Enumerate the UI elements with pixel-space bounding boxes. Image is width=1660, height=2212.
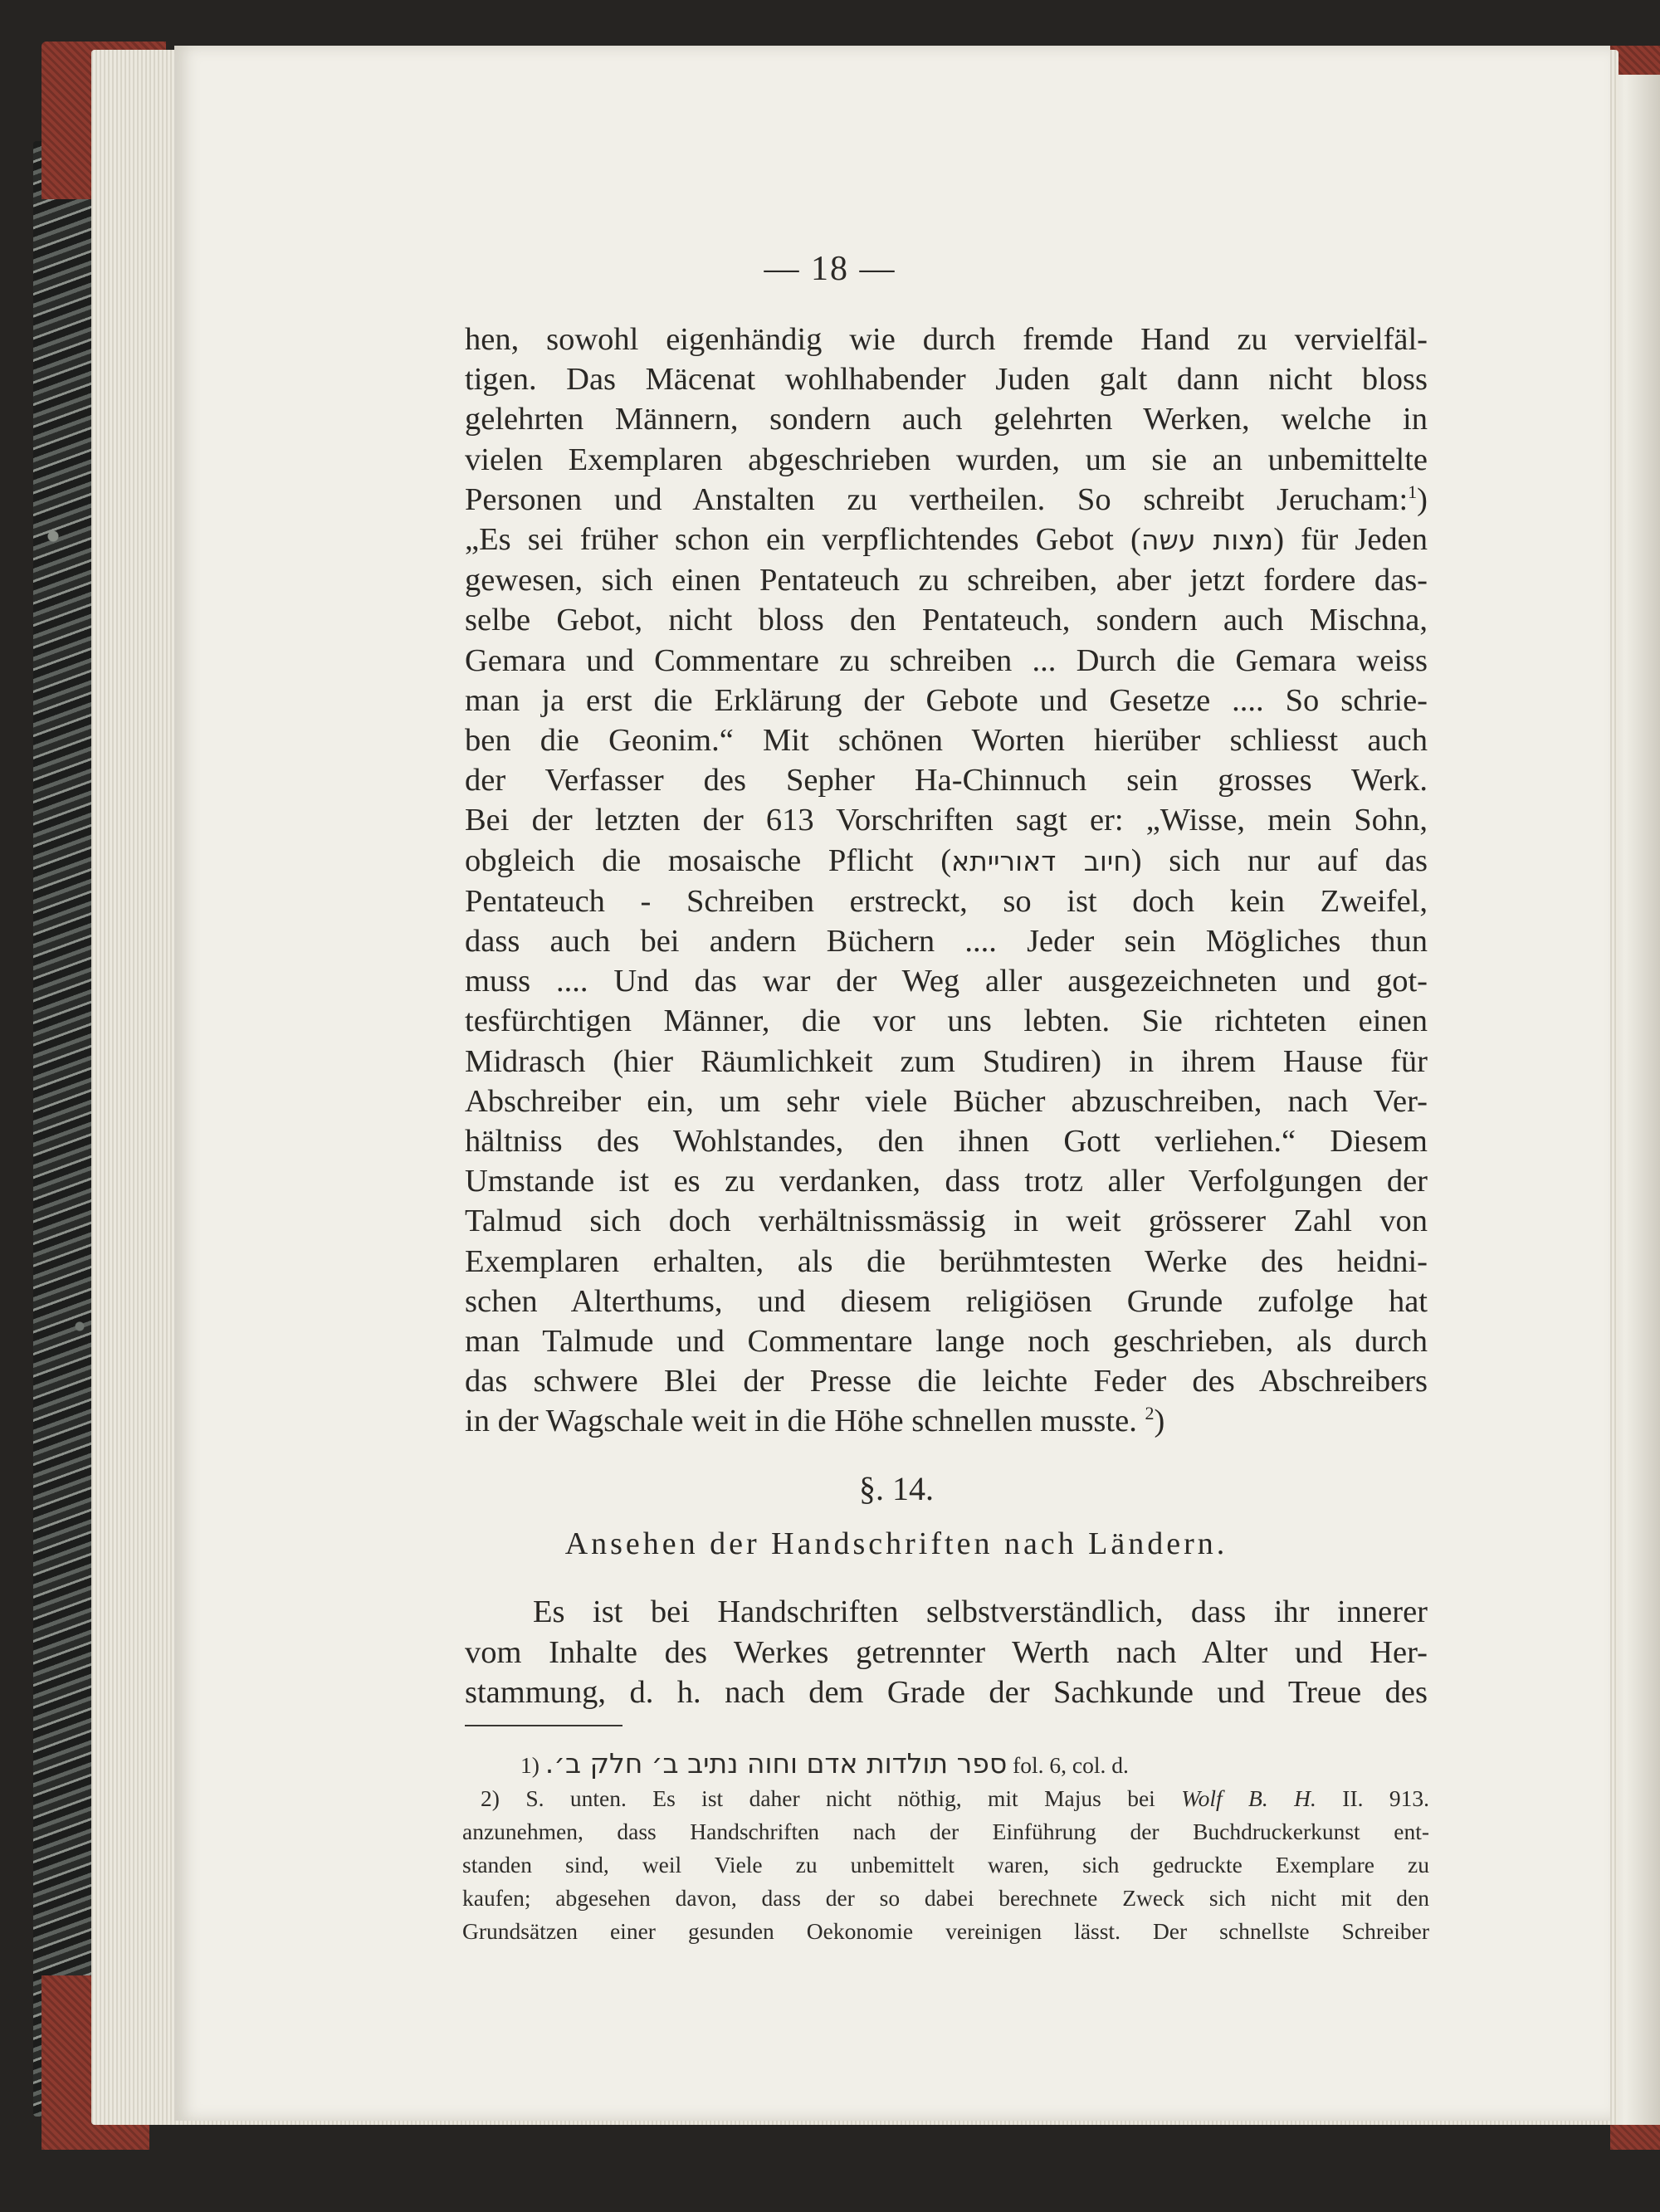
- text-line: Midrasch (hier Räumlichkeit zum Studiren) in ihrem Hause für: [465, 1043, 1428, 1079]
- text-line: schen Alterthums, und diesem religiösen Grunde zufolge hat: [465, 1283, 1428, 1319]
- text-line: tigen. Das Mäcenat wohlhabender Juden galt dann nicht bloss: [465, 362, 1428, 398]
- marbled-binding: [33, 141, 100, 2117]
- section-number: §. 14.: [859, 1470, 934, 1507]
- footnote-line: anzunehmen, dass Handschriften nach der Einführung der Buchdruckerkunst ent-: [462, 1819, 1429, 1844]
- text-line: Gemara und Commentare zu schreiben ... Durch die Gemara weiss: [465, 642, 1428, 678]
- text-line: man ja erst die Erklärung der Gebote und Gesetze .... So schrie-: [465, 682, 1428, 718]
- text-line: stammung, d. h. nach dem Grade der Sachkunde und Treue des: [465, 1675, 1428, 1710]
- text-line: Bei der letzten der 613 Vorschriften sagt er: „Wisse, mein Sohn,: [465, 803, 1428, 838]
- footnote-line: 2) S. unten. Es ist daher nicht nöthig, mit Majus bei Wolf B. H. II. 913.: [481, 1785, 1430, 1811]
- footnote-rule: [465, 1725, 622, 1726]
- text-line: man Talmude und Commentare lange noch geschrieben, als durch: [465, 1324, 1428, 1360]
- footnote-ref-2: 2: [1145, 1403, 1155, 1424]
- text-line: hen, sowohl eigenhändig wie durch fremde Hand zu vervielfäl-: [465, 322, 1428, 357]
- text-line: tesfürchtigen Männer, die vor uns lebten. Sie richteten einen: [465, 1003, 1428, 1039]
- text-line: selbe Gebot, nicht bloss den Pentateuch, sondern auch Mischna,: [465, 603, 1428, 638]
- text-line: in der Wagschale weit in die Höhe schnellen musste. $^2$): [465, 1403, 1165, 1439]
- footnote-ref-1: 1: [1408, 481, 1418, 502]
- text-line: Talmud sich doch verhältnissmässig in weit grösserer Zahl von: [465, 1204, 1428, 1239]
- footnote-1: [462, 1747, 1429, 1782]
- hebrew-citation: ספר תולדות אדם וחוה נתיב ב׳ חלק ב׳.: [544, 1747, 1008, 1780]
- italic-reference: Wolf B. H.: [1181, 1785, 1316, 1811]
- main-paragraph: [465, 320, 1428, 1442]
- text-line: „Es sei früher schon ein verpflichtendes Gebot (מצות עשה) für Jeden: [465, 522, 1428, 558]
- text-line: gelehrten Männern, sondern auch gelehrten Werken, welche in: [465, 402, 1428, 437]
- text-line: hältniss des Wohlstandes, den ihnen Gott verliehen.“ Diesem: [465, 1124, 1428, 1160]
- text-line: vielen Exemplaren abgeschrieben wurden, um sie an unbemittelte: [465, 442, 1428, 477]
- footnote-line: Grundsätzen einer gesunden Oekonomie vereinigen lässt. Der schnellste Schreiber: [462, 1918, 1429, 1944]
- hebrew-text: חיוב דאורייתא: [951, 844, 1131, 877]
- section-paragraph: [465, 1592, 1428, 1713]
- footnote-marker: 1): [520, 1752, 540, 1778]
- footnote-line: kaufen; abgesehen davon, dass der so dabei berechnete Zweck sich nicht mit den: [462, 1885, 1429, 1911]
- text-line: Personen und Anstalten zu vertheilen. So schreibt Jerucham:$^1$): [465, 481, 1428, 517]
- text-line: Pentateuch - Schreiben erstreckt, so ist doch kein Zweifel,: [465, 883, 1428, 919]
- text-line: dass auch bei andern Büchern .... Jeder sein Mögliches thun: [465, 924, 1428, 960]
- footnote-text: fol. 6, col. d.: [1013, 1752, 1129, 1778]
- footnote-2: [462, 1782, 1429, 1948]
- footnotes: [462, 1747, 1429, 1948]
- text-line: das schwere Blei der Presse die leichte Feder des Abschreibers: [465, 1364, 1428, 1399]
- text-line: muss .... Und das war der Weg aller ausgezeichneten und got-: [465, 964, 1428, 999]
- text-line: vom Inhalte des Werkes getrennter Werth nach Alter und Her-: [465, 1634, 1428, 1670]
- text-line: Es ist bei Handschriften selbstverständlich, dass ihr innerer: [533, 1594, 1428, 1629]
- section-title: Ansehen der Handschriften nach Ländern.: [564, 1526, 1228, 1561]
- footnote-line: standen sind, weil Viele zu unbemittelt waren, sich gedruckte Exemplare zu: [462, 1852, 1429, 1878]
- text-line: Abschreiber ein, um sehr viele Bücher abzuschreiben, nach Ver-: [465, 1083, 1428, 1119]
- text-line: Exemplaren erhalten, als die berühmtesten Werke des heidni-: [465, 1243, 1428, 1279]
- text-line: Umstande ist es zu verdanken, dass trotz aller Verfolgungen der: [465, 1164, 1428, 1199]
- hebrew-text: מצות עשה: [1140, 524, 1274, 557]
- text-line: ben die Geonim.“ Mit schönen Worten hierüber schliesst auch: [465, 723, 1428, 759]
- text-line: der Verfasser des Sepher Ha-Chinnuch sein grosses Werk.: [465, 763, 1428, 798]
- text-line: obgleich die mosaische Pflicht (חיוב דאורייתא) sich nur auf das: [465, 842, 1428, 878]
- page-number: — 18 —: [764, 250, 896, 288]
- text-line: gewesen, sich einen Pentateuch zu schreiben, aber jetzt fordere das-: [465, 563, 1428, 598]
